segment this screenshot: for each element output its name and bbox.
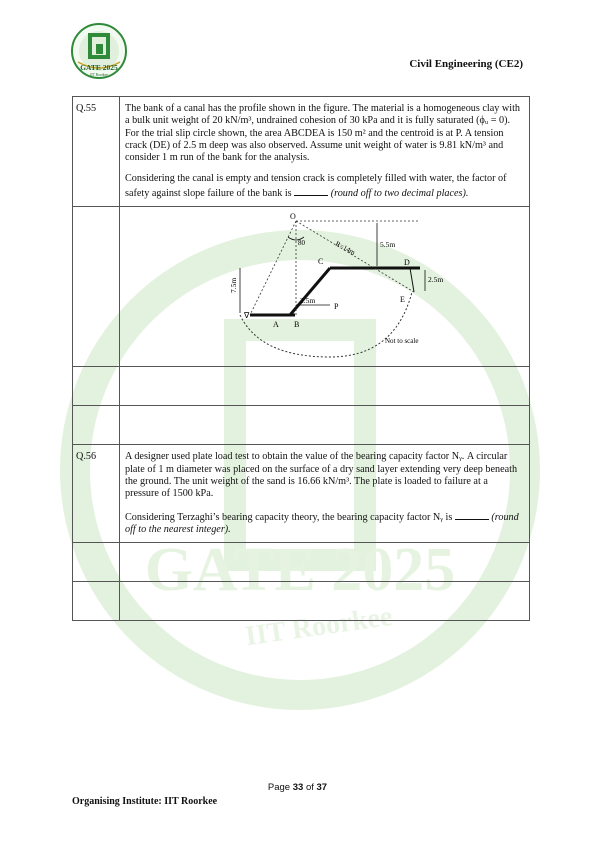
- answer-row: [73, 582, 530, 621]
- empty-cell: [73, 582, 120, 621]
- answer-blank: [294, 186, 328, 196]
- question-body: A designer used plate load test to obtain the value of the bearing capacity factor Nᵧ. A circular plate of 1 m diameter was placed on the surface of a dry sand layer extending very deep beneath the ground. The unit weight of the sand is 16.66 kN/m³. The plate is loaded to failure at a pressure of 1500 kPa.: [125, 451, 518, 500]
- question-number: Q.56: [73, 445, 120, 543]
- page-total: 37: [316, 782, 328, 793]
- label-25-right: 2.5m: [428, 275, 444, 285]
- prompt-start: Considering the canal is empty and tension crack is completely filled with water, the factor of safety against slope failure of the bank is: [125, 173, 507, 199]
- figure-cell: [120, 207, 530, 367]
- empty-cell: [120, 582, 530, 621]
- watermark-iit-text: IIT Roorkee: [243, 600, 395, 653]
- label-angle: 80: [298, 239, 305, 248]
- label-not-to-scale: Not to scale: [385, 337, 419, 346]
- question-text: [120, 445, 530, 543]
- canal-bank-figure: [120, 207, 532, 362]
- question-prompt: [125, 510, 524, 537]
- label-c: C: [318, 257, 324, 267]
- figure-row: [73, 207, 530, 367]
- logo-text: GATE 2025: [80, 63, 118, 72]
- radius-line-left: [250, 221, 296, 315]
- label-e: E: [400, 295, 405, 305]
- empty-cell: [120, 543, 530, 582]
- question-text: [120, 97, 530, 207]
- prompt-end: (round off to two decimal places).: [328, 187, 469, 199]
- gate-logo: [70, 22, 128, 80]
- label-75: 7.5m: [229, 277, 238, 294]
- empty-cell: [73, 406, 120, 445]
- slip-circle-arc: [240, 292, 412, 357]
- label-d: D: [404, 258, 410, 268]
- answer-row: [73, 406, 530, 445]
- page-number: [0, 782, 595, 793]
- empty-cell: [120, 367, 530, 406]
- paper-title: Civil Engineering (CE2): [409, 58, 523, 70]
- prompt-start: Considering Terzaghi’s bearing capacity theory, the bearing capacity factor Nᵧ is: [125, 511, 455, 523]
- organiser-footer: Organising Institute: IIT Roorkee: [72, 796, 218, 807]
- label-a: A: [273, 320, 279, 330]
- label-55: 5.5m: [380, 240, 396, 250]
- radius-line-right: [296, 221, 414, 292]
- question-prompt: [125, 173, 524, 200]
- questions-table: [72, 96, 530, 621]
- label-radius: R=14m: [334, 239, 357, 257]
- water-level-icon: ∇: [244, 311, 250, 321]
- answer-blank: [455, 510, 489, 520]
- label-b: B: [294, 320, 300, 330]
- page-of: of: [303, 782, 317, 793]
- tension-crack: [410, 268, 414, 292]
- empty-cell: [120, 406, 530, 445]
- question-body: The bank of a canal has the profile shown in the figure. The material is a homogeneous clay with a bulk unit weight of 20 kN/m³, undrained cohesion of 30 kPa and it is fully saturated (ϕᵤ = 0). For the trial slip circle shown, the area ABCDEA is 150 m² and the centroid is at P. A tension crack (DE) of 2.5 m deep was also observed. Assume unit weight of water is 9.81 kN/m³ and consider 1 m run of the bank for the analysis.: [125, 103, 521, 164]
- question-row: [73, 445, 530, 543]
- slope-face: [290, 268, 330, 315]
- watermark-gate-text: GATE 2025: [144, 536, 456, 604]
- label-25-bottom: 2.5m: [300, 296, 316, 306]
- logo-subtext: IIT Roorkee: [90, 73, 108, 77]
- empty-cell: [73, 367, 120, 406]
- question-number: Q.55: [73, 97, 120, 207]
- page-current: 33: [292, 782, 304, 793]
- label-o: O: [290, 212, 296, 222]
- prompt-end: (round off to the nearest integer).: [125, 511, 519, 535]
- answer-row: [73, 543, 530, 582]
- empty-cell: [73, 207, 120, 367]
- empty-cell: [73, 543, 120, 582]
- answer-row: [73, 367, 530, 406]
- label-p: P: [334, 302, 339, 312]
- question-row: [73, 97, 530, 207]
- page-prefix: Page: [267, 782, 293, 793]
